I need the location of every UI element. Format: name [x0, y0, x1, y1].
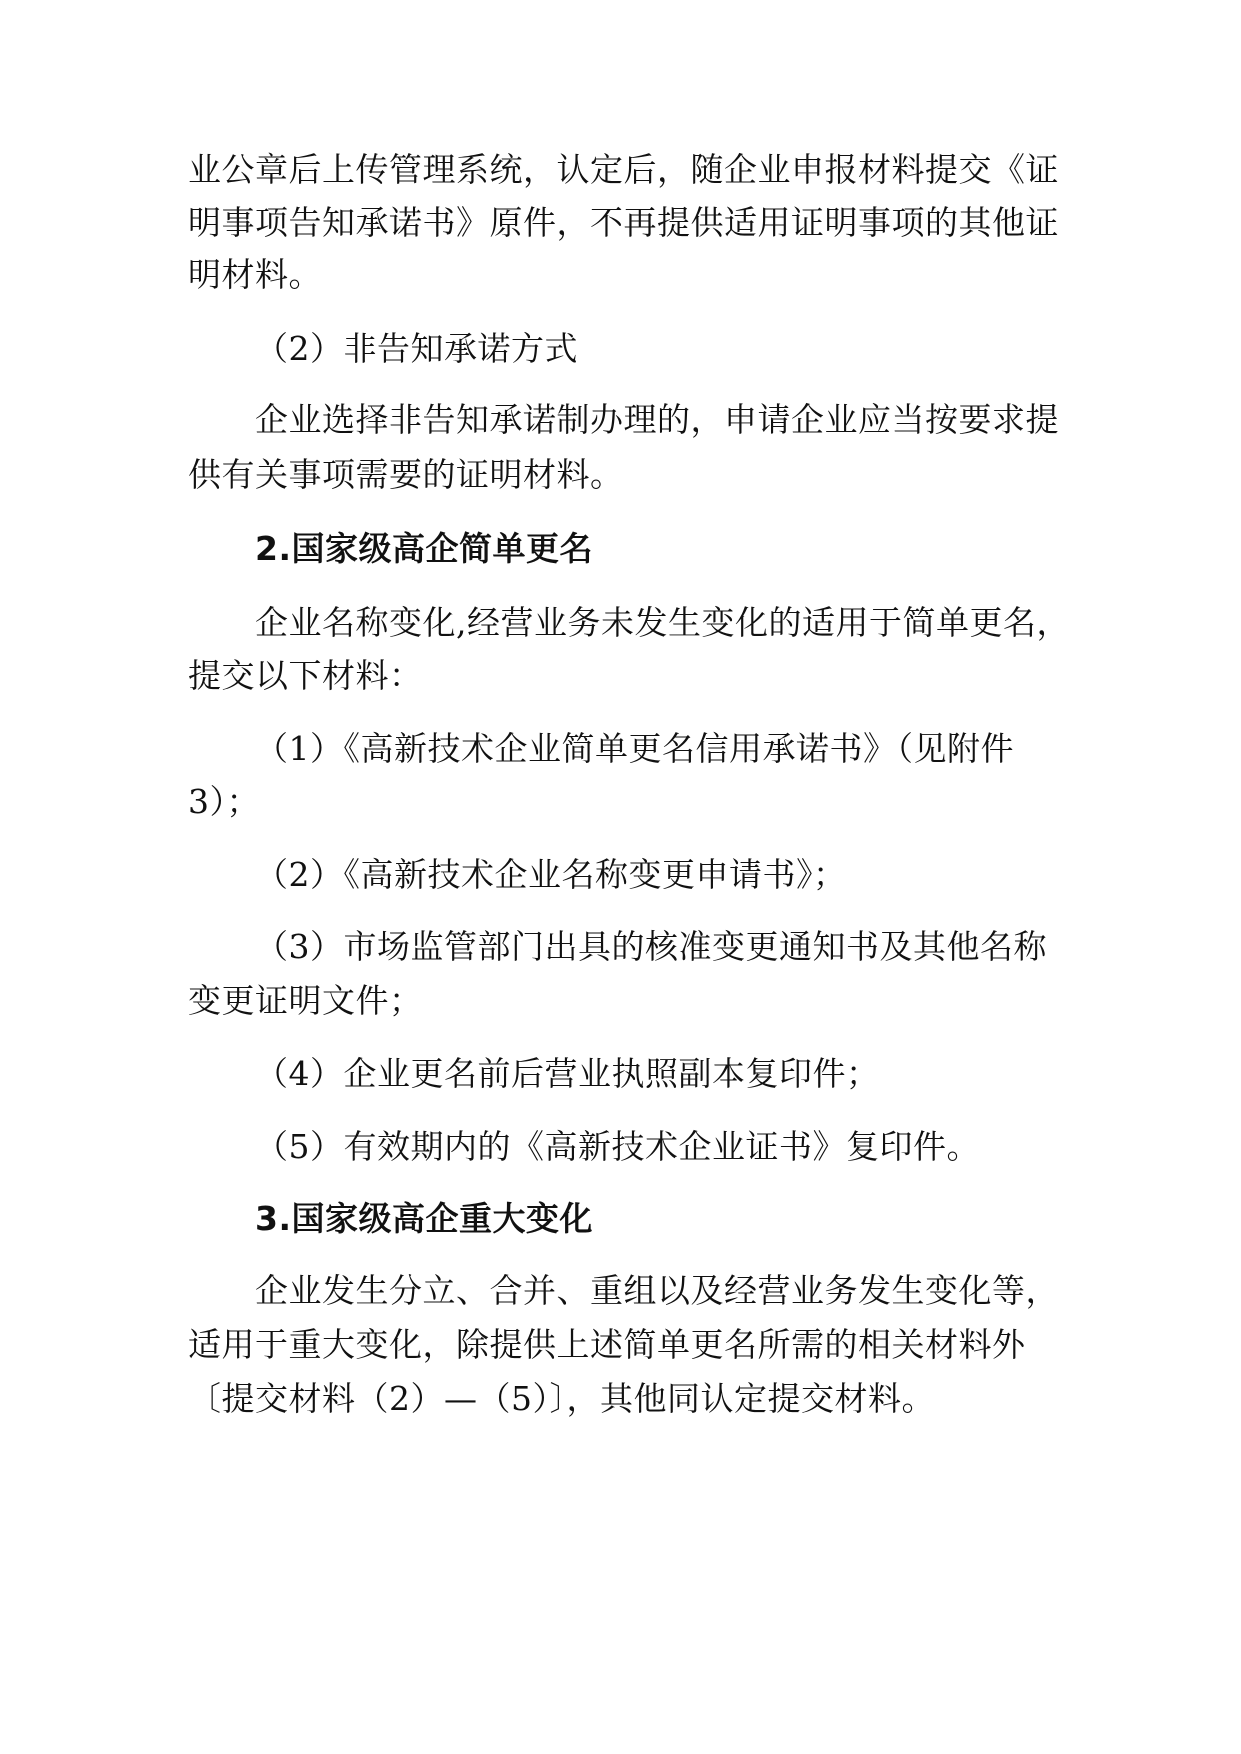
section-heading: 3.国家级高企重大变化 — [255, 1199, 593, 1238]
list-item-continuation: 3）； — [188, 782, 260, 821]
list-item: （1）《高新技术企业简单更名信用承诺书》（见附件 — [255, 729, 1014, 768]
paragraph-line: 企业选择非告知承诺制办理的，申请企业应当按要求提 — [255, 400, 1059, 439]
paragraph-line: 明事项告知承诺书》原件，不再提供适用证明事项的其他证 — [188, 203, 1059, 242]
paragraph-line: 〔提交材料（2）—（5）〕，其他同认定提交材料。 — [188, 1379, 935, 1418]
list-item-continuation: 变更证明文件； — [188, 981, 423, 1020]
paragraph-line: 提交以下材料： — [188, 656, 423, 695]
list-item: （3）市场监管部门出具的核准变更通知书及其他名称 — [255, 927, 1047, 966]
paragraph-line: 供有关事项需要的证明材料。 — [188, 455, 624, 494]
paragraph-line: 明材料。 — [188, 255, 322, 294]
list-item: （2）《高新技术企业名称变更申请书》； — [255, 855, 847, 894]
section-heading: 2.国家级高企简单更名 — [255, 529, 593, 568]
paragraph-line: 适用于重大变化，除提供上述简单更名所需的相关材料外 — [188, 1325, 1026, 1364]
paragraph-line: 企业名称变化,经营业务未发生变化的适用于简单更名， — [255, 603, 1070, 642]
subsection-label: （2）非告知承诺方式 — [255, 329, 578, 368]
paragraph-line: 业公章后上传管理系统，认定后，随企业申报材料提交《证 — [188, 150, 1059, 189]
list-item: （5）有效期内的《高新技术企业证书》复印件。 — [255, 1127, 980, 1166]
list-item: （4）企业更名前后营业执照副本复印件； — [255, 1054, 880, 1093]
paragraph-line: 企业发生分立、合并、重组以及经营业务发生变化等， — [255, 1271, 1059, 1310]
